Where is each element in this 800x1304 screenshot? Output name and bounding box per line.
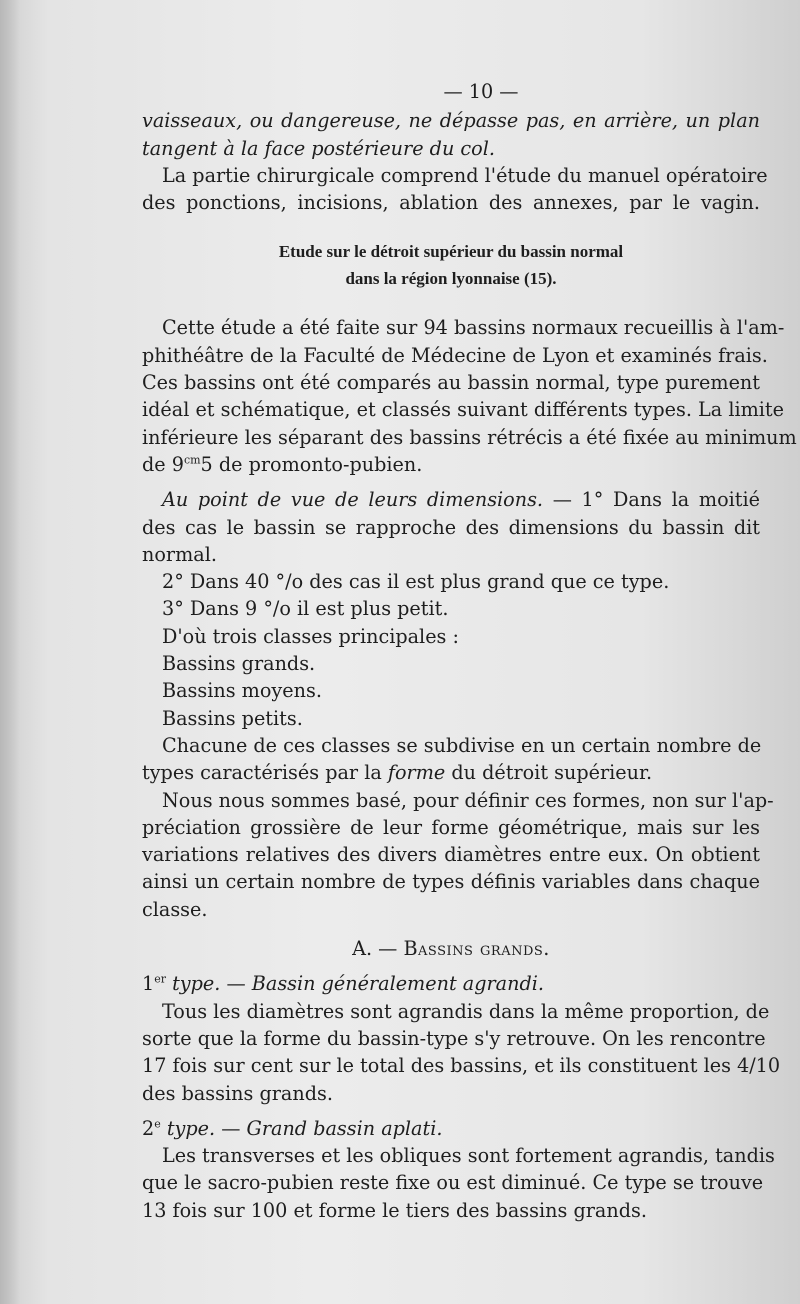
section-heading-line-1: Etude sur le détroit supérieur du bassin normal: [278, 242, 624, 262]
unit-superscript: cm: [183, 453, 201, 467]
dimensions-lead: Au point de vue de leurs dimensions.: [162, 488, 544, 512]
type-2-separator: —: [215, 1116, 247, 1140]
forme-emphasis: forme: [387, 761, 446, 785]
classes-line-2-end: du détroit supérieur.: [445, 761, 653, 785]
classes-line-7: classe.: [142, 897, 208, 921]
classes-line-3: Nous nous sommes basé, pour définir ces formes, non sur l'ap-: [162, 788, 774, 812]
dimensions-line-4: 2° Dans 40 °/o des cas il est plus grand que ce type.: [162, 570, 670, 594]
class-list-item: Bassins petits.: [162, 706, 303, 730]
study-line-5: inférieure les séparant des bassins rétrécis a été fixée au minimum: [142, 425, 797, 449]
intro-line-2: tangent à la face postérieure du col.: [142, 136, 495, 160]
classes-line-5: variations relatives des divers diamètres entre eux. On obtient: [142, 843, 760, 867]
dimensions-lead-rest: — 1° Dans la moitié: [543, 488, 760, 512]
type-1-name: Bassin généralement agrandi.: [251, 972, 544, 996]
type-1-line-4: des bassins grands.: [142, 1081, 333, 1105]
study-line-6-end: 5 de promonto-pubien.: [200, 452, 423, 476]
type-2-label: type.: [160, 1116, 216, 1140]
type-1-line-1: Tous les diamètres sont agrandis dans la même proportion, de: [162, 999, 770, 1023]
type-2-name: Grand bassin aplati.: [246, 1116, 443, 1140]
type-1-line-3: 17 fois sur cent sur le total des bassins, et ils constituent les 4/10: [142, 1054, 781, 1078]
section-a-prefix: A. —: [352, 937, 404, 961]
type-1-label: type.: [166, 972, 221, 996]
dimensions-line-1: [142, 486, 760, 513]
study-line-6: [142, 451, 760, 478]
section-heading-line-2: dans la région lyonnaise (15).: [345, 269, 557, 289]
study-line-3: Ces bassins ont été comparés au bassin normal, type purement: [142, 371, 760, 395]
type-1-ordinal: er: [154, 972, 166, 986]
type-2-line-2: que le sacro-pubien reste fixe ou est diminué. Ce type se trouve: [142, 1171, 764, 1195]
type-1-title: [142, 970, 760, 997]
intro-line-1: vaisseaux, ou dangereuse, ne dépasse pas, en arrière, un plan: [142, 109, 760, 133]
intro-line-4: des ponctions, incisions, ablation des annexes, par le vagin.: [142, 191, 760, 215]
page-content: [142, 78, 797, 1224]
intro-line-3: La partie chirurgicale comprend l'étude du manuel opératoire: [162, 163, 768, 187]
classes-line-4: préciation grossière de leur forme géométrique, mais sur les: [142, 815, 760, 839]
classes-line-2-start: types caractérisés par la: [142, 761, 388, 785]
study-line-6-start: de 9: [142, 452, 184, 476]
dimensions-line-6: D'où trois classes principales :: [162, 624, 459, 648]
section-a-title: [142, 935, 760, 962]
page-number: — 10 —: [443, 80, 519, 103]
classes-line-1: Chacune de ces classes se subdivise en un certain nombre de: [162, 733, 762, 757]
study-line-2: phithéâtre de la Faculté de Médecine de Lyon et examinés frais.: [142, 343, 768, 367]
type-1-number: 1: [142, 972, 155, 996]
type-2-title: [142, 1115, 760, 1142]
study-line-4: idéal et schématique, et classés suivant différents types. La limite: [142, 398, 784, 422]
classes-line-6: ainsi un certain nombre de types définis variables dans chaque: [142, 870, 760, 894]
class-list-item: Bassins moyens.: [162, 679, 322, 703]
dimensions-line-5: 3° Dans 9 °/o il est plus petit.: [162, 597, 449, 621]
classes-line-2: [142, 759, 760, 786]
type-2-line-3: 13 fois sur 100 et forme le tiers des bassins grands.: [142, 1198, 647, 1222]
type-2-line-1: Les transverses et les obliques sont fortement agrandis, tandis: [162, 1144, 775, 1168]
type-2-ordinal: e: [154, 1117, 161, 1131]
type-1-line-2: sorte que la forme du bassin-type s'y retrouve. On les rencontre: [142, 1026, 766, 1050]
dimensions-line-2: des cas le bassin se rapproche des dimensions du bassin dit: [142, 515, 760, 539]
type-2-number: 2: [142, 1116, 155, 1140]
section-a-text: Bassins grands.: [403, 937, 550, 961]
study-line-1: Cette étude a été faite sur 94 bassins normaux recueillis à l'am-: [162, 316, 785, 340]
dimensions-line-3: normal.: [142, 542, 217, 566]
type-1-separator: —: [220, 972, 252, 996]
class-list-item: Bassins grands.: [162, 652, 316, 676]
